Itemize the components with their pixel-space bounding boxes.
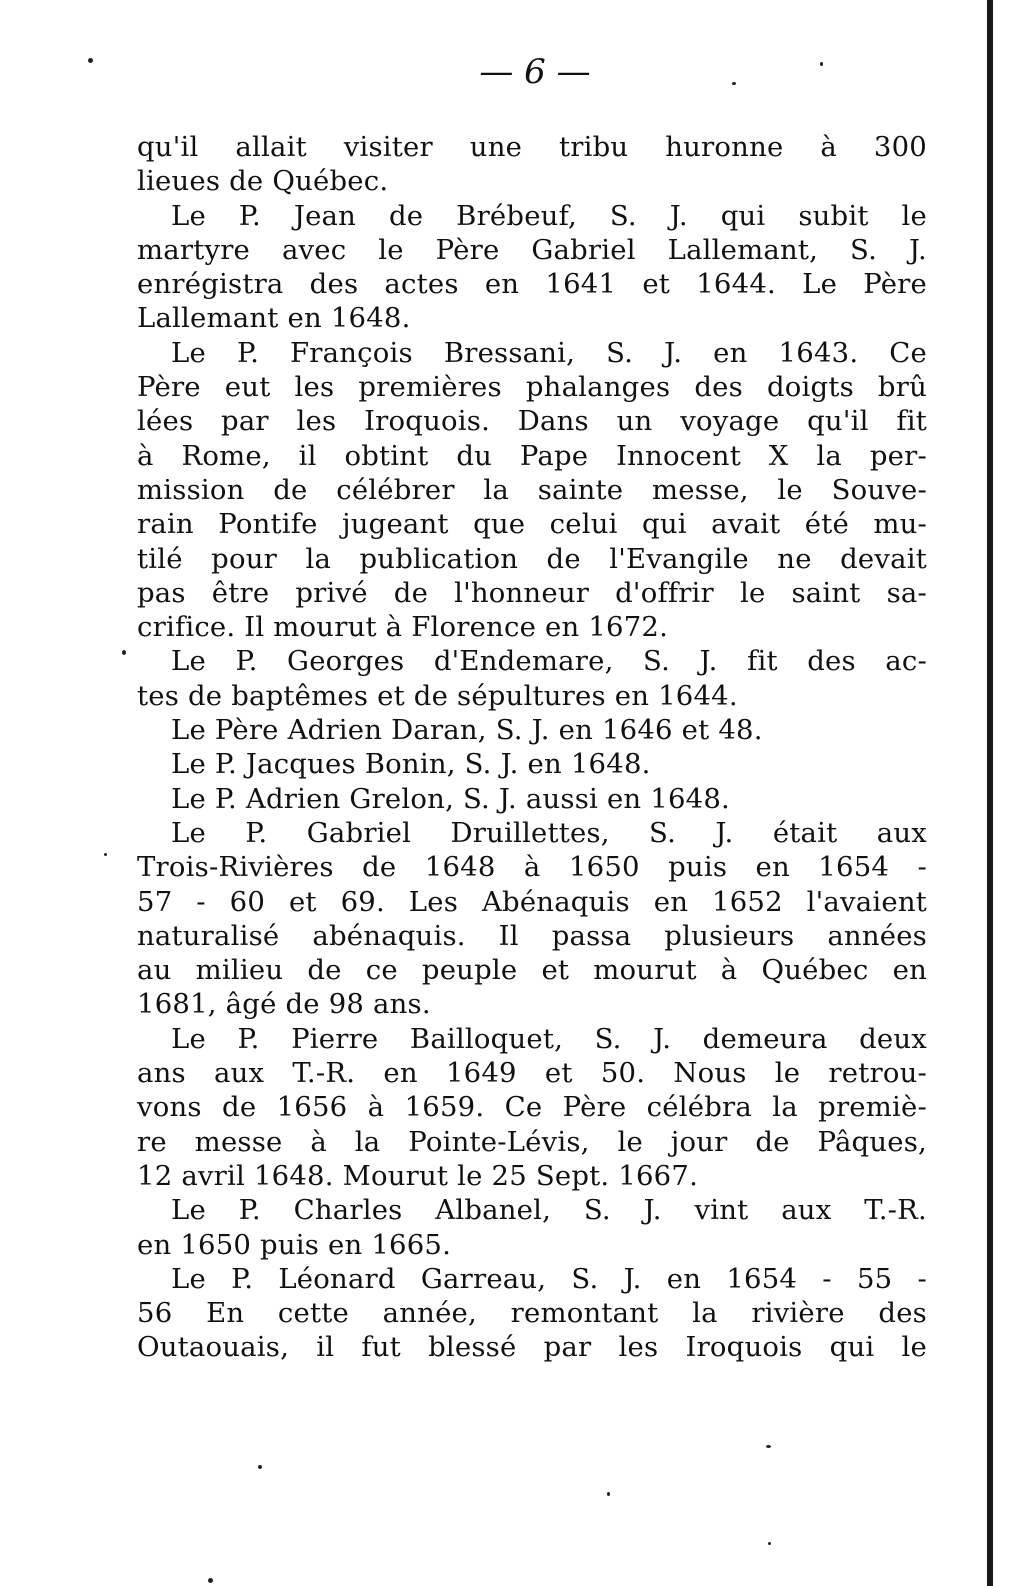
scan-speck [607,1492,610,1496]
text-line: 56 En cette année, remontant la rivière des [137,1297,927,1330]
text-line: Le P. Jean de Brébeuf, S. J. qui subit le [171,199,927,232]
text-line: au milieu de ce peuple et mourut à Québec en [137,954,927,987]
text-line: mission de célébrer la sainte messe, le Souve- [137,473,927,506]
text-line: Le P. François Bressani, S. J. en 1643. Ce [171,336,927,369]
text-line: ans aux T.-R. en 1649 et 50. Nous le retrou- [137,1057,927,1090]
text-line: vons de 1656 à 1659. Ce Père célébra la premiè- [137,1091,927,1124]
text-line: Lallemant en 1648. [137,302,411,335]
text-line: Outaouais, il fut blessé par les Iroquois qui le [137,1331,927,1364]
text-line: en 1650 puis en 1665. [137,1228,452,1261]
text-line: Le P. Jacques Bonin, S. J. en 1648. [171,748,651,781]
body-text [137,130,927,1365]
text-line: crifice. Il mourut à Florence en 1672. [137,611,669,644]
text-line: enrégistra des actes en 1641 et 1644. Le Père [137,268,927,301]
text-line: martyre avec le Père Gabriel Lallemant, S. J. [137,233,927,266]
scan-speck [208,1578,213,1583]
text-line: tilé pour la publication de l'Evangile ne devait [137,542,927,575]
text-line: Le Père Adrien Daran, S. J. en 1646 et 48. [171,714,763,747]
scan-speck [104,853,107,856]
scan-speck [766,1445,771,1448]
text-line: Le P. Léonard Garreau, S. J. en 1654 - 55 - [171,1262,927,1295]
scan-speck [258,1465,262,1469]
page-edge-border [987,0,993,1586]
text-line: pas être privé de l'honneur d'offrir le saint sa- [137,576,927,609]
text-line: Le P. Gabriel Druillettes, S. J. était aux [171,816,927,849]
scan-speck [820,62,823,66]
text-line: Père eut les premières phalanges des doigts brû [137,371,927,404]
text-line: lieues de Québec. [137,165,389,198]
page-number: — 6 — [479,52,591,92]
text-line: Le P. Pierre Bailloquet, S. J. demeura deux [171,1022,927,1055]
text-line: 57 - 60 et 69. Les Abénaquis en 1652 l'avaient [137,885,927,918]
text-line: tes de baptêmes et de sépultures en 1644. [137,679,738,712]
text-line: naturalisé abénaquis. Il passa plusieurs années [137,919,927,952]
text-line: 1681, âgé de 98 ans. [137,988,431,1021]
text-line: re messe à la Pointe-Lévis, le jour de Pâques, [137,1125,927,1158]
scan-speck [768,1542,771,1545]
text-line: rain Pontife jugeant que celui qui avait été mu- [137,508,927,541]
text-line: Le P. Georges d'Endemare, S. J. fit des ac- [171,645,927,678]
scan-speck [88,58,93,63]
scan-speck [732,82,736,85]
scan-speck [122,650,126,655]
text-line: qu'il allait visiter une tribu huronne à 300 [137,131,927,163]
text-line: lées par les Iroquois. Dans un voyage qu'il fit [137,405,927,438]
text-line: 12 avril 1648. Mourut le 25 Sept. 1667. [137,1159,699,1192]
text-line: Trois-Rivières de 1648 à 1650 puis en 1654 - [137,851,927,884]
text-line: Le P. Charles Albanel, S. J. vint aux T.-R. [171,1194,927,1227]
text-line: Le P. Adrien Grelon, S. J. aussi en 1648. [171,782,730,815]
text-line: à Rome, il obtint du Pape Innocent X la per- [137,439,927,472]
